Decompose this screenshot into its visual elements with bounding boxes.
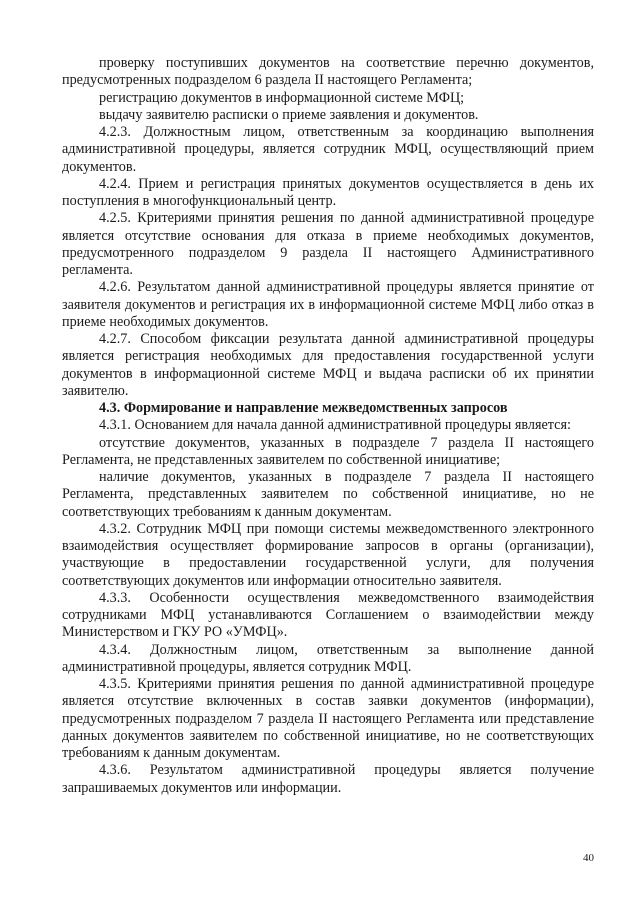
paragraph: 4.3.2. Сотрудник МФЦ при помощи системы межведомственного электронного взаимодействия осуществляет формирование запросов в органы (организации), участвующие в предоставлении государственной услуги, для получения соответствующих документов или информации относительно заявителя. bbox=[62, 520, 594, 589]
paragraph: 4.2.6. Результатом данной административной процедуры является принятие от заявителя документов и регистрация их в информационной системе МФЦ либо отказ в приеме необходимых документов. bbox=[62, 279, 594, 330]
paragraph: регистрацию документов в информационной системе МФЦ; bbox=[99, 89, 465, 106]
paragraph: 4.2.4. Прием и регистрация принятых документов осуществляется в день их поступления в многофункциональный центр. bbox=[62, 175, 594, 209]
section-heading: 4.3. Формирование и направление межведомственных запросов bbox=[99, 400, 508, 416]
paragraph: проверку поступивших документов на соответствие перечню документов, предусмотренных подразделом 6 раздела II настоящего Регламента; bbox=[62, 55, 594, 89]
paragraph: 4.3.4. Должностным лицом, ответственным за выполнение данной административной процедуры, является сотрудник МФЦ. bbox=[62, 641, 594, 675]
document-body bbox=[62, 55, 594, 797]
paragraph: 4.2.5. Критериями принятия решения по данной административной процедуре является отсутствие основания для отказа в приеме необходимых документов, предусмотренного подразделом 9 раздела II настоящего Административного регламента. bbox=[62, 210, 594, 278]
paragraph: 4.2.3. Должностным лицом, ответственным за координацию выполнения административной процедуры, является сотрудник МФЦ, осуществляющий прием документов. bbox=[62, 124, 594, 175]
paragraph: 4.3.6. Результатом административной процедуры является получение запрашиваемых документов или информации. bbox=[62, 762, 594, 796]
paragraph: наличие документов, указанных в подразделе 7 раздела II настоящего Регламента, представленных заявителем по собственной инициативе, но не соответствующих требованиям к данным документам. bbox=[62, 469, 594, 520]
paragraph: выдачу заявителю расписки о приеме заявления и документов. bbox=[99, 106, 479, 123]
paragraph: 4.3.3. Особенности осуществления межведомственного взаимодействия сотрудниками МФЦ устанавливаются Соглашением о взаимодействии между Министерством и ГКУ РО «УМФЦ». bbox=[62, 589, 594, 641]
paragraph: 4.3.5. Критериями принятия решения по данной административной процедуре является отсутствие включенных в состав заявки документов (информации), предусмотренных подразделом 7 раздела II настоящего Регламента или представление данных документов заявителем по собственной инициативе, но не соответствующих требованиям к данным документам. bbox=[62, 676, 594, 761]
page-number: 40 bbox=[583, 852, 594, 864]
paragraph: 4.3.1. Основанием для начала данной административной процедуры является: bbox=[99, 417, 571, 434]
paragraph: 4.2.7. Способом фиксации результата данной административной процедуры является регистрация необходимых для предоставления государственной услуги документов в информационной системе МФЦ и выдача расписки об их принятии заявителю. bbox=[62, 331, 594, 399]
paragraph: отсутствие документов, указанных в подразделе 7 раздела II настоящего Регламента, не представленных заявителем по собственной инициативе; bbox=[62, 434, 594, 468]
